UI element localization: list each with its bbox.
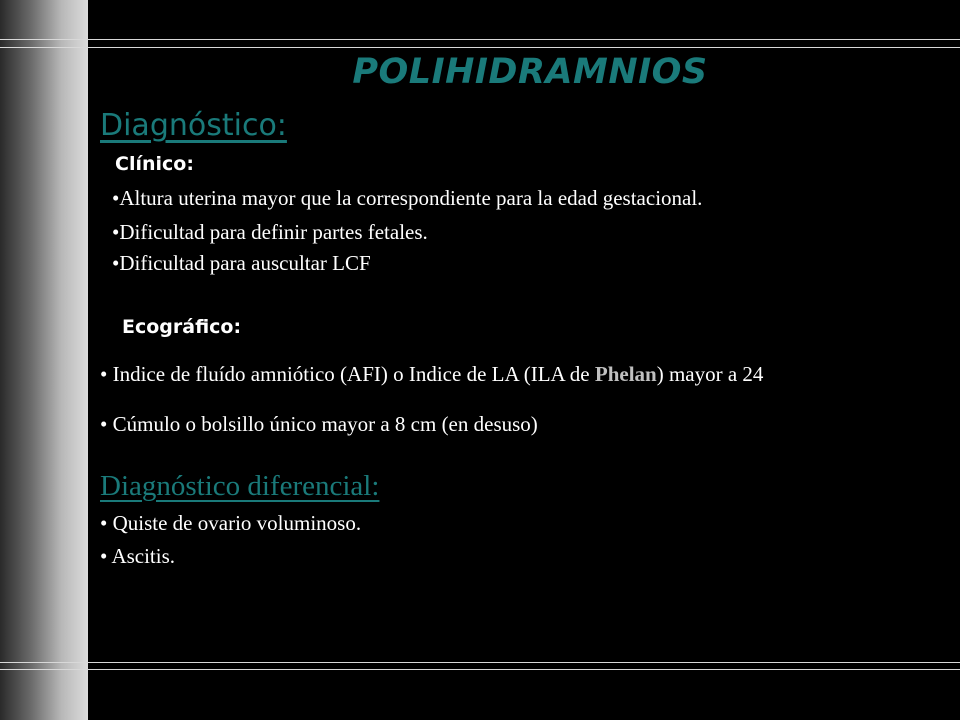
clinico-item-3: •Dificultad para auscultar LCF	[112, 251, 371, 275]
clinico-item-1: •Altura uterina mayor que la correspondiente para la edad gestacional.	[112, 186, 703, 210]
clinico-label: Clínico:	[115, 153, 194, 175]
top-rule-2	[0, 47, 960, 48]
ecografico-label: Ecográfico:	[122, 316, 242, 338]
bottom-rule-2	[0, 669, 960, 670]
ecografico-item-1	[100, 362, 763, 387]
ecografico-item-2: • Cúmulo o bolsillo único mayor a 8 cm (en desuso)	[100, 412, 538, 436]
diferencial-item-2: • Ascitis.	[100, 544, 176, 568]
clinico-item-2: •Dificultad para definir partes fetales.	[112, 220, 428, 244]
ecografico-item-1-post: ) mayor a 24	[656, 362, 764, 386]
left-gradient-bar	[0, 0, 88, 720]
ecografico-item-1-pre: • Indice de fluído amniótico (AFI) o Indice de LA (ILA de	[100, 362, 595, 386]
slide-title: POLIHIDRAMNIOS	[352, 52, 708, 92]
bottom-rule-1	[0, 662, 960, 663]
top-rule-1	[0, 39, 960, 40]
diferencial-heading: Diagnóstico diferencial:	[100, 470, 380, 502]
diferencial-item-1: • Quiste de ovario voluminoso.	[100, 511, 362, 535]
diagnostico-heading: Diagnóstico:	[100, 108, 287, 143]
phelan-name: Phelan	[594, 362, 657, 386]
